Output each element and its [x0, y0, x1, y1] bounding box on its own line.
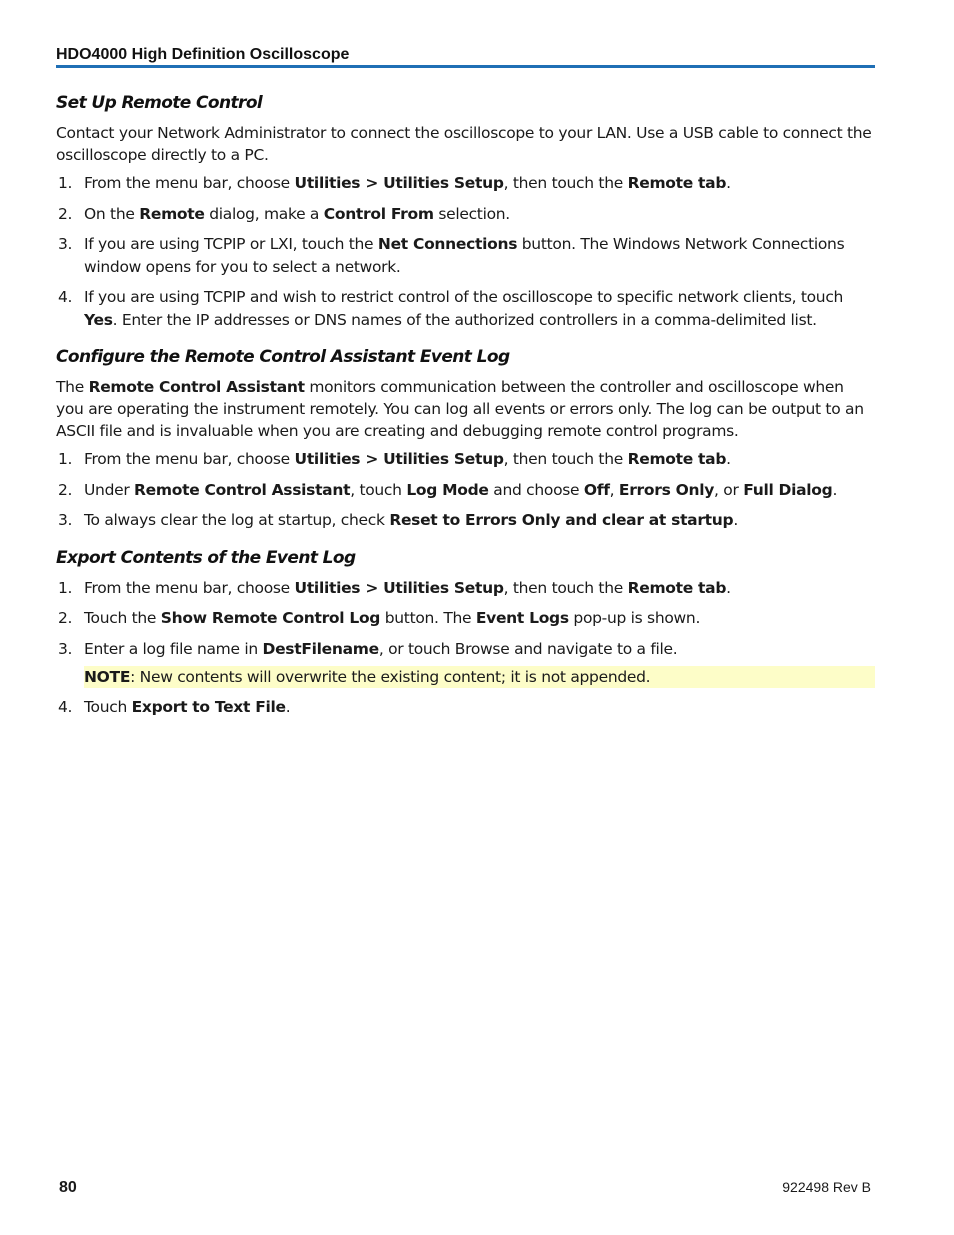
list-item: 1. From the menu bar, choose Utilities > Utilities Setup, then touch the Remote tab.	[58, 578, 731, 597]
section-heading-remote-control: Set Up Remote Control	[56, 93, 263, 113]
steps-list-remote-control	[56, 172, 875, 331]
list-item: 2. Under Remote Control Assistant, touch Log Mode and choose Off, Errors Only, or Full Dialog.	[58, 480, 838, 499]
list-item: 1. From the menu bar, choose Utilities > Utilities Setup, then touch the Remote tab.	[58, 450, 731, 468]
list-item: 4. Touch Export to Text File.	[58, 698, 291, 716]
document-title: HDO4000 High Definition Oscilloscope	[56, 46, 350, 63]
note-text: : New contents will overwrite the existing content; it is not appended.	[130, 668, 651, 686]
steps-list-event-log	[56, 448, 875, 532]
list-item: 3. If you are using TCPIP or LXI, touch the Net Connections button. The Windows Network Connections window opens for you to select a network.	[58, 235, 845, 276]
page-header	[56, 46, 875, 68]
list-item: 3. To always clear the log at startup, check Reset to Errors Only and clear at startup.	[58, 511, 738, 529]
steps-list-export	[56, 577, 875, 661]
document-revision: 922498 Rev B	[782, 1179, 871, 1195]
list-item: 3. Enter a log file name in DestFilename, or touch Browse and navigate to a file.	[58, 639, 678, 658]
steps-list-export-continued	[56, 696, 875, 719]
note-label: NOTE	[84, 668, 131, 686]
note-callout	[84, 666, 875, 688]
list-item: 4. If you are using TCPIP and wish to restrict control of the oscilloscope to specific network clients, touch Yes. Enter the IP addresses or DNS names of the authorized controllers in a comma-delimited list.	[58, 288, 844, 329]
page-content	[56, 89, 875, 731]
list-item: 1. From the menu bar, choose Utilities > Utilities Setup, then touch the Remote tab.	[58, 174, 731, 192]
list-item: 2. On the Remote dialog, make a Control From selection.	[58, 204, 510, 223]
section-heading-export: Export Contents of the Event Log	[56, 547, 356, 568]
section-intro: Contact your Network Administrator to connect the oscilloscope to your LAN. Use a USB cable to connect the oscilloscope directly to a PC.	[56, 124, 872, 164]
list-item: 2. Touch the Show Remote Control Log button. The Event Logs pop-up is shown.	[58, 609, 701, 627]
section-heading-event-log: Configure the Remote Control Assistant Event Log	[56, 347, 510, 367]
page-number: 80	[59, 1179, 77, 1196]
section-intro: The Remote Control Assistant monitors communication between the controller and oscilloscope when you are operating the instrument remotely. You can log all events or errors only. The log can be output to an ASCII file and is invaluable when you are creating and debugging remote control programs.	[56, 378, 864, 440]
